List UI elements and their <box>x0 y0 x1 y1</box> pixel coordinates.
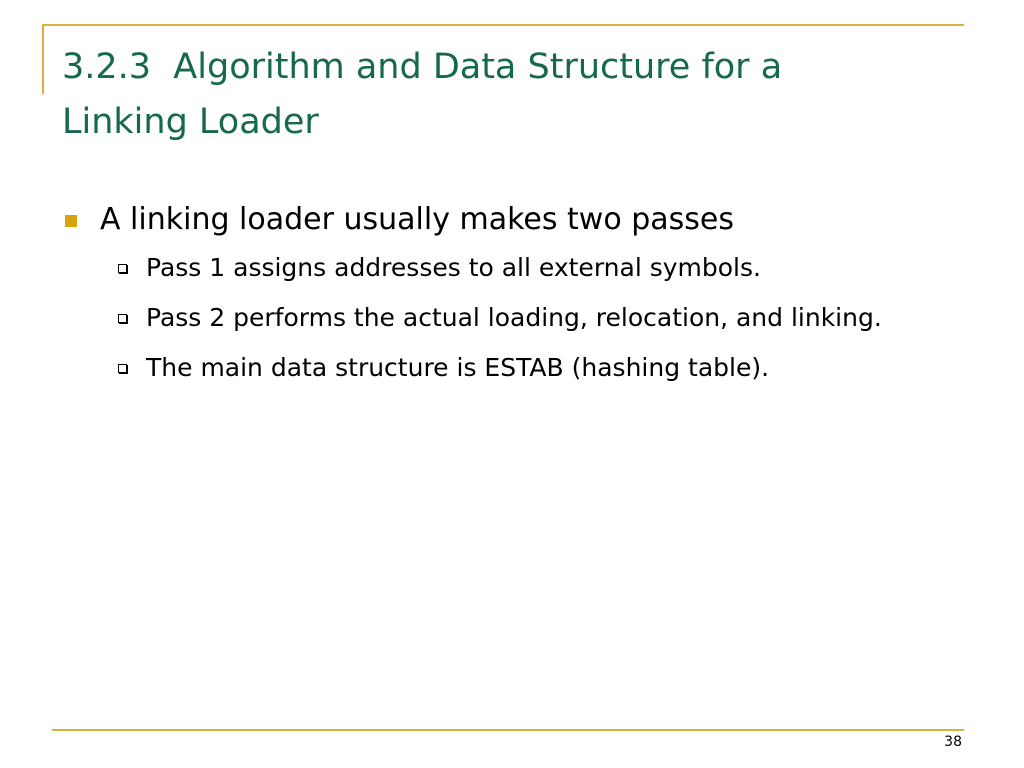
bottom-rule <box>52 729 964 731</box>
page-number: 38 <box>944 734 962 750</box>
sub-bullet-text: Pass 1 assigns addresses to all external symbols. <box>146 253 761 282</box>
bullet-text: A linking loader usually makes two passes <box>100 202 734 237</box>
sub-bullet-text: The main data structure is ESTAB (hashing table). <box>146 353 770 382</box>
sub-bullet-list <box>62 248 942 388</box>
hollow-square-bullet-icon <box>118 314 127 323</box>
bullet-item <box>62 196 942 244</box>
top-rule <box>42 24 964 26</box>
sub-bullet-item <box>62 298 942 338</box>
sub-bullet-item <box>62 248 942 288</box>
sub-bullet-item <box>62 348 942 388</box>
sub-bullet-text: Pass 2 performs the actual loading, relocation, and linking. <box>146 303 882 332</box>
slide-content <box>62 196 942 398</box>
left-rule <box>42 24 44 94</box>
hollow-square-bullet-icon <box>118 264 127 273</box>
slide-title: 3.2.3 Algorithm and Data Structure for a Linking Loader <box>62 47 783 142</box>
hollow-square-bullet-icon <box>118 364 127 373</box>
square-bullet-icon <box>65 215 77 227</box>
